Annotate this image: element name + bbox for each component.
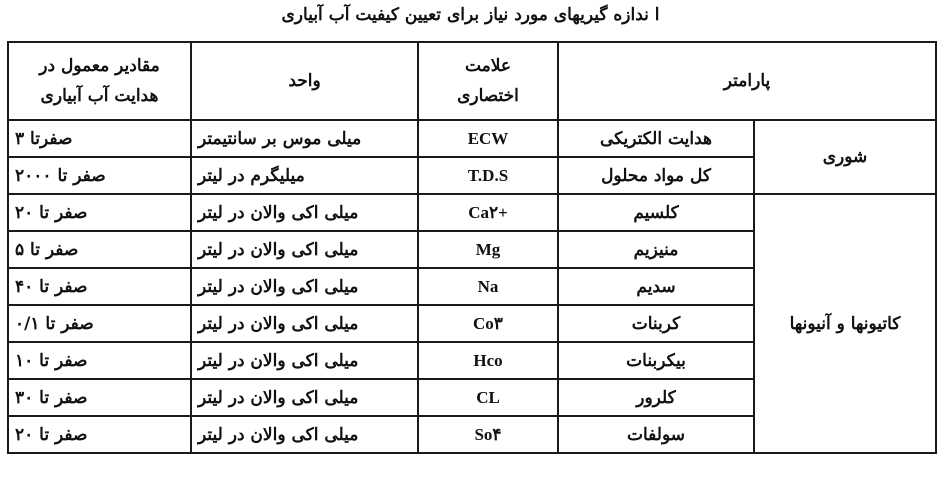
header-range-line1: مقادیر معمول در	[39, 56, 160, 76]
parameter-unit: میلیگرم در لیتر	[191, 157, 418, 194]
parameter-unit: میلی اکی والان در لیتر	[191, 342, 418, 379]
parameter-name: کلرور	[558, 379, 754, 416]
parameter-symbol: ECW	[418, 120, 558, 157]
parameter-name: کربنات	[558, 305, 754, 342]
parameter-range: صفر تا ۰/۱	[8, 305, 191, 342]
document-title: ا ندازه گیریهای مورد نیاز برای تعیین کیفیت آب آبیاری	[281, 5, 660, 25]
parameter-symbol: T.D.S	[418, 157, 558, 194]
parameter-range: صفر تا ۲۰	[8, 416, 191, 453]
table-row	[8, 194, 936, 231]
parameter-symbol: Co۳	[418, 305, 558, 342]
table-row	[8, 120, 936, 157]
parameter-name: کلسیم	[558, 194, 754, 231]
parameter-unit: میلی اکی والان در لیتر	[191, 305, 418, 342]
parameter-range: صفر تا ۲۰۰۰	[8, 157, 191, 194]
parameter-name: هدایت الکتریکی	[558, 120, 754, 157]
header-range-line2: هدایت آب آبیاری	[40, 86, 159, 106]
parameter-unit: میلی اکی والان در لیتر	[191, 416, 418, 453]
parameter-unit: میلی موس بر سانتیمتر	[191, 120, 418, 157]
header-parameter: پارامتر	[558, 42, 936, 120]
water-quality-table	[7, 41, 937, 454]
header-symbol-line2: اختصاری	[457, 86, 519, 106]
parameter-name: بیکربنات	[558, 342, 754, 379]
parameter-symbol: Ca۲+	[418, 194, 558, 231]
parameter-unit: میلی اکی والان در لیتر	[191, 379, 418, 416]
parameter-name: سولفات	[558, 416, 754, 453]
parameter-symbol: CL	[418, 379, 558, 416]
parameter-symbol: Na	[418, 268, 558, 305]
parameter-symbol: Mg	[418, 231, 558, 268]
header-symbol-line1: علامت	[464, 56, 512, 76]
parameter-range: صفر تا ۳۰	[8, 379, 191, 416]
parameter-symbol: So۴	[418, 416, 558, 453]
parameter-range: صفر تا ۵	[8, 231, 191, 268]
parameter-unit: میلی اکی والان در لیتر	[191, 194, 418, 231]
parameter-range: صفرتا ۳	[8, 120, 191, 157]
parameter-name: کل مواد محلول	[558, 157, 754, 194]
group-salinity: شوری	[754, 120, 936, 194]
header-range	[8, 42, 191, 120]
parameter-unit: میلی اکی والان در لیتر	[191, 231, 418, 268]
header-unit: واحد	[191, 42, 418, 120]
parameter-unit: میلی اکی والان در لیتر	[191, 268, 418, 305]
parameter-range: صفر تا ۱۰	[8, 342, 191, 379]
header-row	[8, 42, 936, 120]
parameter-symbol: Hco	[418, 342, 558, 379]
parameter-name: سدیم	[558, 268, 754, 305]
parameter-name: منیزیم	[558, 231, 754, 268]
parameter-range: صفر تا ۲۰	[8, 194, 191, 231]
header-symbol	[418, 42, 558, 120]
group-cations-anions: کاتیونها و آنیونها	[754, 194, 936, 453]
parameter-range: صفر تا ۴۰	[8, 268, 191, 305]
